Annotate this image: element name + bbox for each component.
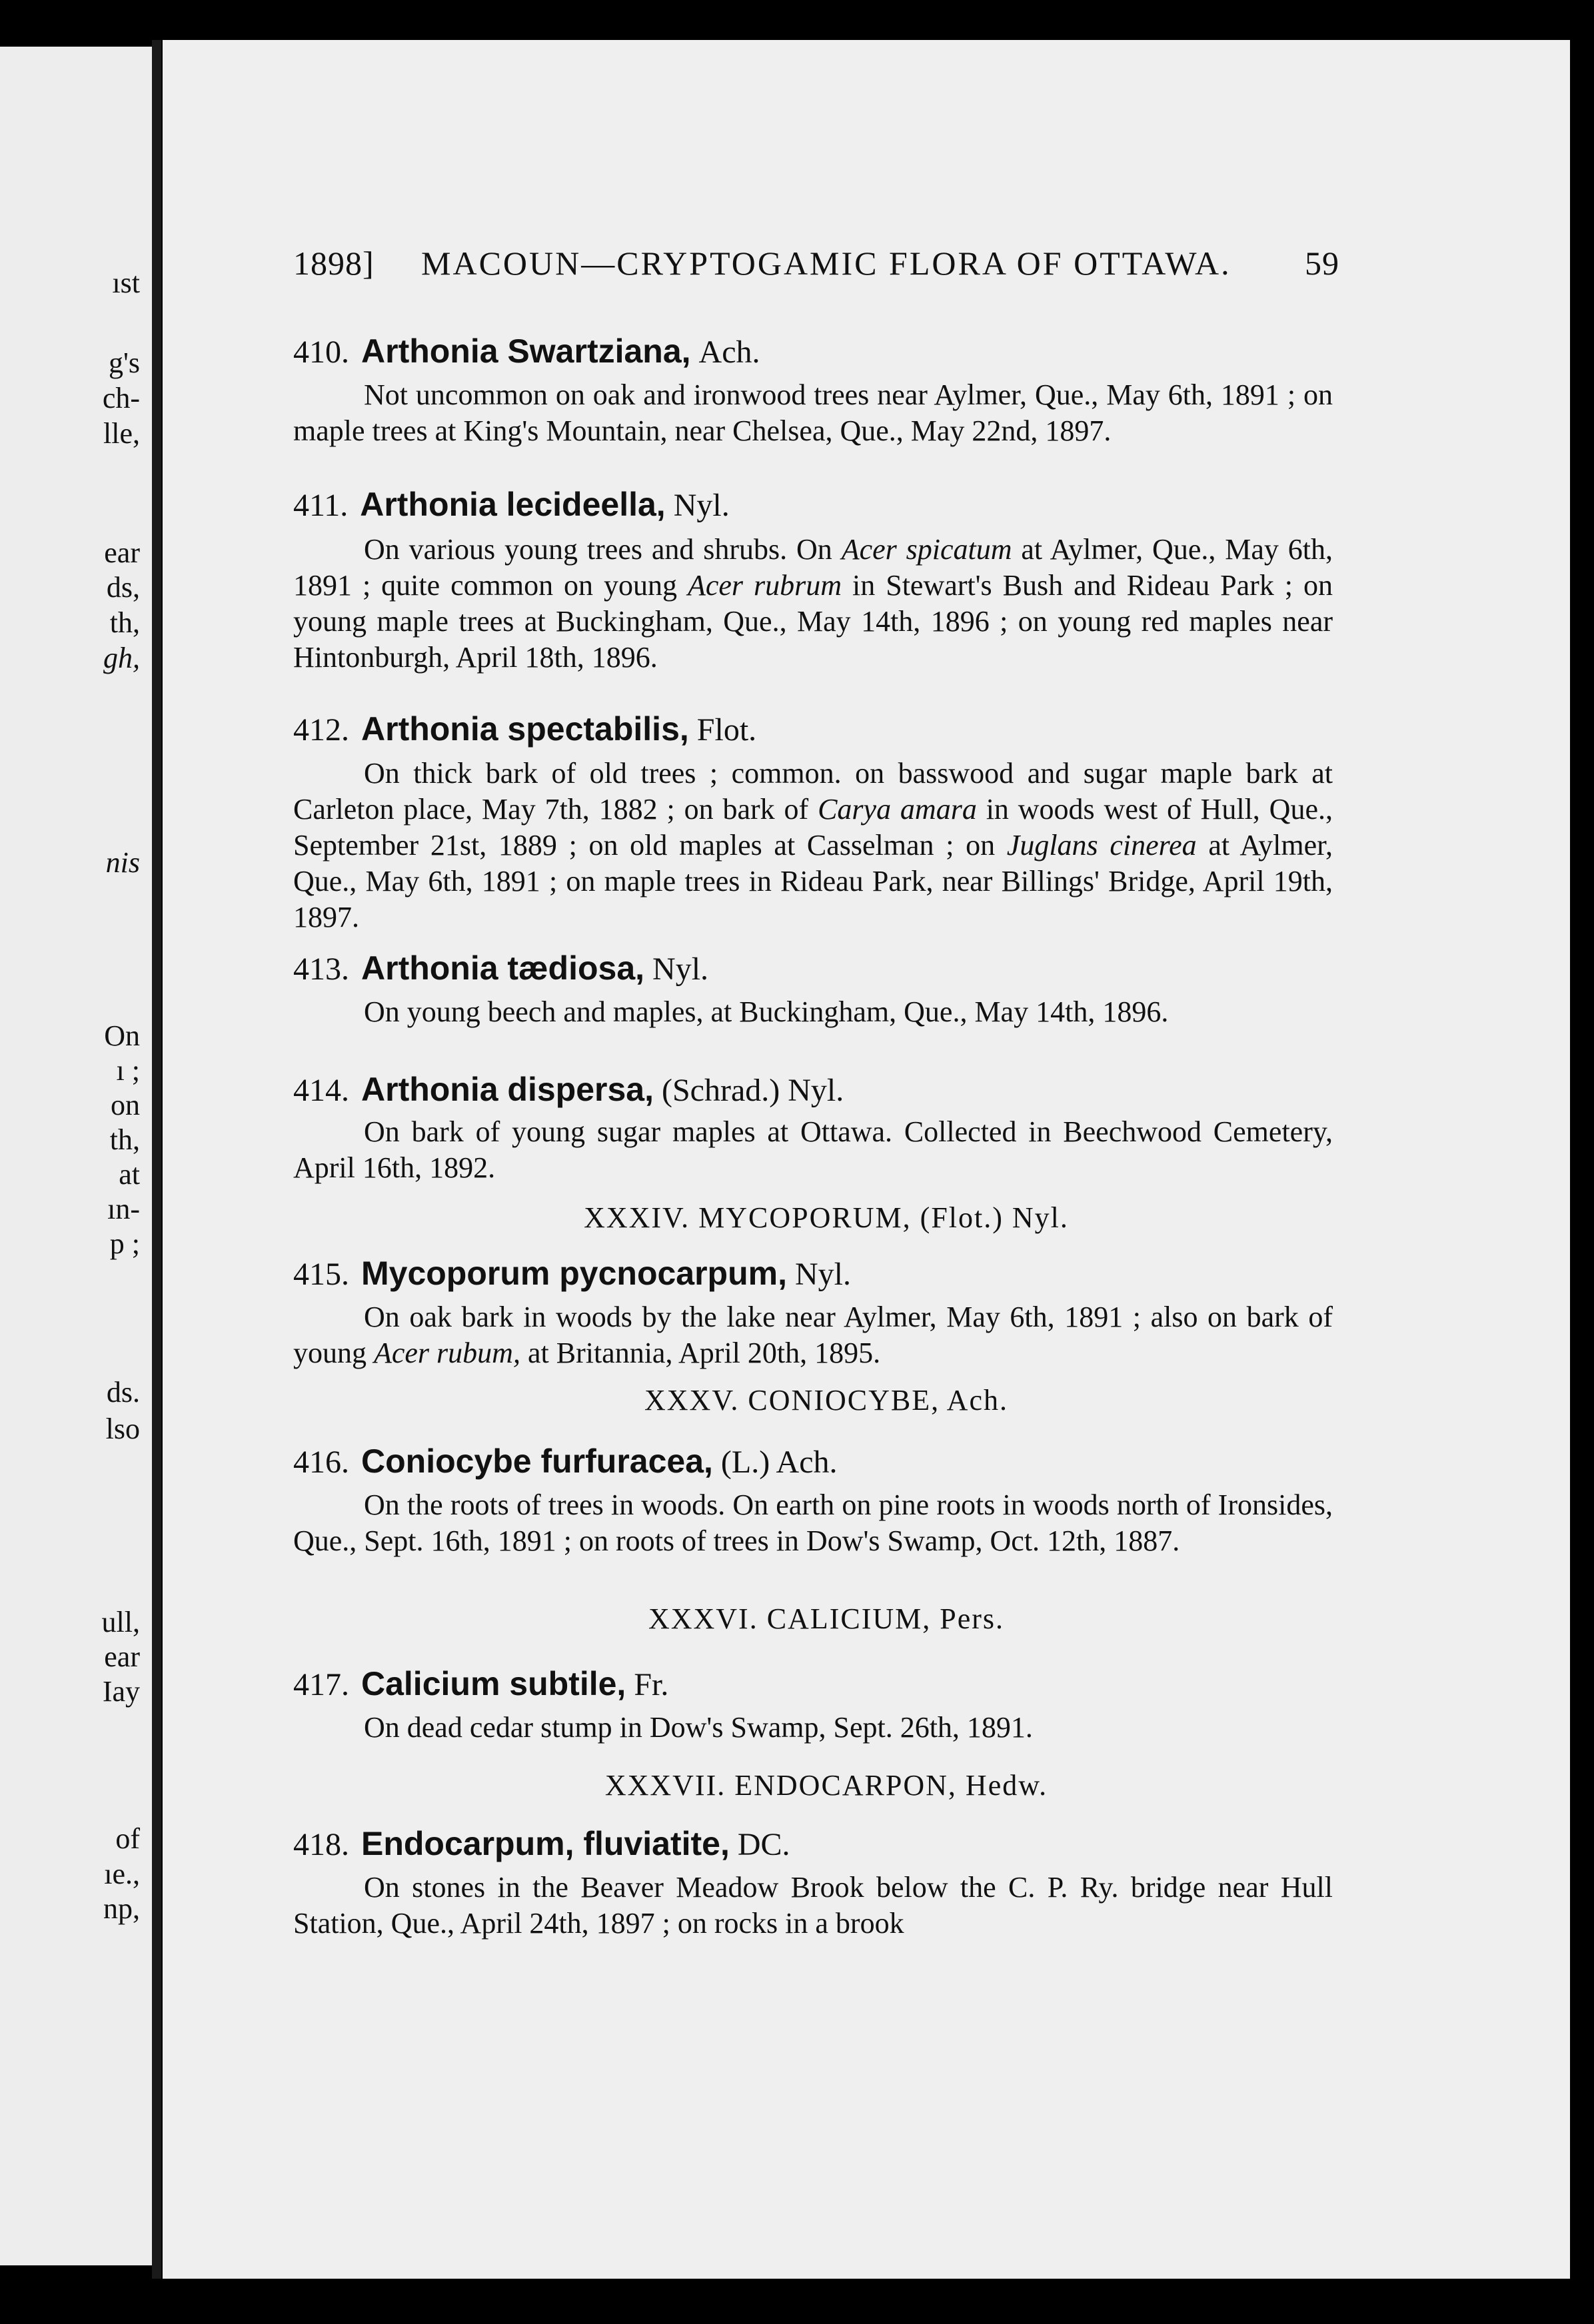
left-page-fragment: th, bbox=[109, 606, 140, 639]
left-page-fragment: lle, bbox=[103, 417, 140, 450]
text-run: at Britannia, April 20th, 1895. bbox=[520, 1337, 881, 1369]
taxon-italic: Carya amara bbox=[818, 793, 977, 826]
taxon-italic: Acer rubrum bbox=[688, 569, 842, 602]
species-name: Arthonia lecideella, bbox=[360, 486, 666, 523]
taxon-italic: Acer spicatum bbox=[841, 533, 1012, 566]
entry-heading bbox=[293, 1254, 851, 1293]
book-gutter bbox=[152, 40, 161, 2279]
text-run: in Stewart's Bush and Rideau Park ; on young maple trees at Buckingham, Que., May 14th, 1896 ; on young red maples near Hintonburgh, April 18th, 1896. bbox=[293, 569, 1333, 674]
left-page-fragment: of bbox=[115, 1822, 140, 1855]
entry-number: 417. bbox=[293, 1667, 349, 1702]
left-page-fragment: lso bbox=[105, 1413, 140, 1445]
text-run: at Aylmer, Que., May 6th, 1891 ; quite common on young bbox=[293, 533, 1333, 602]
text-run: in woods west of Hull, Que., September 21st, 1889 ; on old maples at Casselman ; on bbox=[293, 793, 1333, 862]
genus-heading: XXXV. CONIOCYBE, Ach. bbox=[644, 1384, 1008, 1417]
species-authority: (Schrad.) Nyl. bbox=[662, 1073, 844, 1108]
left-page-fragment: nis bbox=[105, 846, 140, 879]
entry-number: 413. bbox=[293, 951, 349, 987]
entry-heading bbox=[293, 1070, 844, 1109]
species-authority: Nyl. bbox=[652, 951, 709, 987]
entry-text: On the roots of trees in woods. On earth on pine roots in woods north of Ironsides, Que., Sept. 16th, 1891 ; on roots of trees in Dow's Swamp, Oct. 12th, 1887. bbox=[293, 1488, 1333, 1557]
entry-text: On bark of young sugar maples at Ottawa. Collected in Beechwood Cemetery, April 16th, 1892. bbox=[293, 1115, 1333, 1184]
entry-heading bbox=[293, 710, 756, 748]
species-name: Endocarpum, fluviatite, bbox=[361, 1825, 730, 1862]
left-page-fragment: On bbox=[104, 1019, 140, 1052]
entry-heading bbox=[293, 1824, 790, 1863]
taxon-italic: Acer rubum, bbox=[374, 1337, 520, 1369]
entry-heading bbox=[293, 485, 730, 524]
left-page-fragment: np, bbox=[103, 1892, 140, 1925]
page-number: 59 bbox=[1305, 245, 1339, 282]
taxon-italic: Juglans cinerea bbox=[1006, 829, 1197, 862]
species-name: Arthonia tædiosa, bbox=[361, 949, 645, 987]
entry-text bbox=[293, 1299, 1333, 1371]
species-name: Coniocybe furfuracea, bbox=[361, 1443, 713, 1480]
species-name: Arthonia spectabilis, bbox=[361, 710, 689, 748]
left-page-fragment: ch- bbox=[102, 382, 140, 414]
entry-number: 410. bbox=[293, 334, 349, 370]
left-page-fragment: ear bbox=[104, 536, 140, 569]
left-page-fragment: ds, bbox=[106, 571, 140, 604]
entry-number: 412. bbox=[293, 712, 349, 748]
left-page-fragment: g's bbox=[108, 346, 140, 379]
entry-number: 414. bbox=[293, 1073, 349, 1108]
species-authority: Nyl. bbox=[795, 1257, 851, 1292]
left-page-fragment: ıe., bbox=[104, 1858, 140, 1890]
text-run: On thick bark of old trees ; common. on basswood and sugar maple bark at Carleton place, May 7th, 1882 ; on bark of bbox=[293, 757, 1333, 826]
genus-heading: XXXIV. MYCOPORUM, (Flot.) Nyl. bbox=[584, 1201, 1069, 1234]
left-page-fragment: ull, bbox=[101, 1606, 140, 1638]
entry-text: On young beech and maples, at Buckingham, Que., May 14th, 1896. bbox=[364, 995, 1169, 1028]
left-page-fragment: ın- bbox=[107, 1193, 140, 1225]
entry-heading bbox=[293, 949, 708, 987]
species-authority: DC. bbox=[737, 1827, 790, 1862]
left-page-fragment: ıst bbox=[112, 267, 140, 299]
entry-text: On dead cedar stump in Dow's Swamp, Sept. 26th, 1891. bbox=[364, 1711, 1033, 1744]
species-name: Arthonia dispersa, bbox=[361, 1071, 654, 1108]
genus-heading: XXXVII. ENDOCARPON, Hedw. bbox=[604, 1769, 1048, 1802]
species-authority: Ach. bbox=[698, 334, 760, 370]
left-page-fragment: at bbox=[119, 1158, 140, 1191]
main-page bbox=[163, 40, 1570, 2279]
left-page-fragment: th, bbox=[109, 1123, 140, 1156]
entry-number: 416. bbox=[293, 1445, 349, 1480]
entry-heading bbox=[293, 1664, 668, 1703]
entry-text: On stones in the Beaver Meadow Brook below the C. P. Ry. bridge near Hull Station, Que., April 24th, 1897 ; on rocks in a brook bbox=[293, 1871, 1333, 1940]
species-name: Arthonia Swartziana, bbox=[361, 332, 691, 370]
genus-heading: XXXVI. CALICIUM, Pers. bbox=[648, 1602, 1005, 1635]
header-year: 1898] bbox=[293, 245, 375, 282]
entry-heading bbox=[293, 332, 760, 370]
entry-number: 411. bbox=[293, 488, 349, 523]
species-authority: Nyl. bbox=[673, 488, 730, 523]
entry-text bbox=[293, 532, 1333, 676]
left-page-fragment: p ; bbox=[109, 1227, 140, 1260]
text-run: On various young trees and shrubs. On bbox=[364, 533, 842, 566]
left-page-fragment: ı ; bbox=[116, 1054, 140, 1087]
species-authority: Fr. bbox=[634, 1667, 669, 1702]
header-title: MACOUN—CRYPTOGAMIC FLORA OF OTTAWA. bbox=[421, 245, 1231, 282]
entry-number: 418. bbox=[293, 1827, 349, 1862]
left-page-fragment: ds. bbox=[106, 1376, 140, 1409]
left-page-fragment: gh, bbox=[103, 642, 140, 674]
left-page-fragment: Iay bbox=[102, 1675, 140, 1708]
species-authority: Flot. bbox=[696, 712, 757, 748]
entry-heading bbox=[293, 1442, 838, 1480]
entry-text: Not uncommon on oak and ironwood trees near Aylmer, Que., May 6th, 1891 ; on maple trees at King's Mountain, near Chelsea, Que., May 22nd, 1897. bbox=[293, 378, 1333, 447]
left-page-fragment: on bbox=[111, 1089, 140, 1121]
left-page-fragment: ear bbox=[104, 1640, 140, 1673]
species-name: Calicium subtile, bbox=[361, 1665, 626, 1702]
text-run: at Aylmer, Que., May 6th, 1891 ; on maple trees in Rideau Park, near Billings' Bridge, April 19th, 1897. bbox=[293, 829, 1333, 933]
entry-number: 415. bbox=[293, 1257, 349, 1292]
species-authority: (L.) Ach. bbox=[720, 1445, 838, 1480]
left-facing-page bbox=[0, 47, 152, 2265]
species-name: Mycoporum pycnocarpum, bbox=[361, 1255, 787, 1292]
text-run: On oak bark in woods by the lake near Aylmer, May 6th, 1891 ; also on bark of young bbox=[293, 1301, 1333, 1369]
entry-text bbox=[293, 756, 1333, 935]
